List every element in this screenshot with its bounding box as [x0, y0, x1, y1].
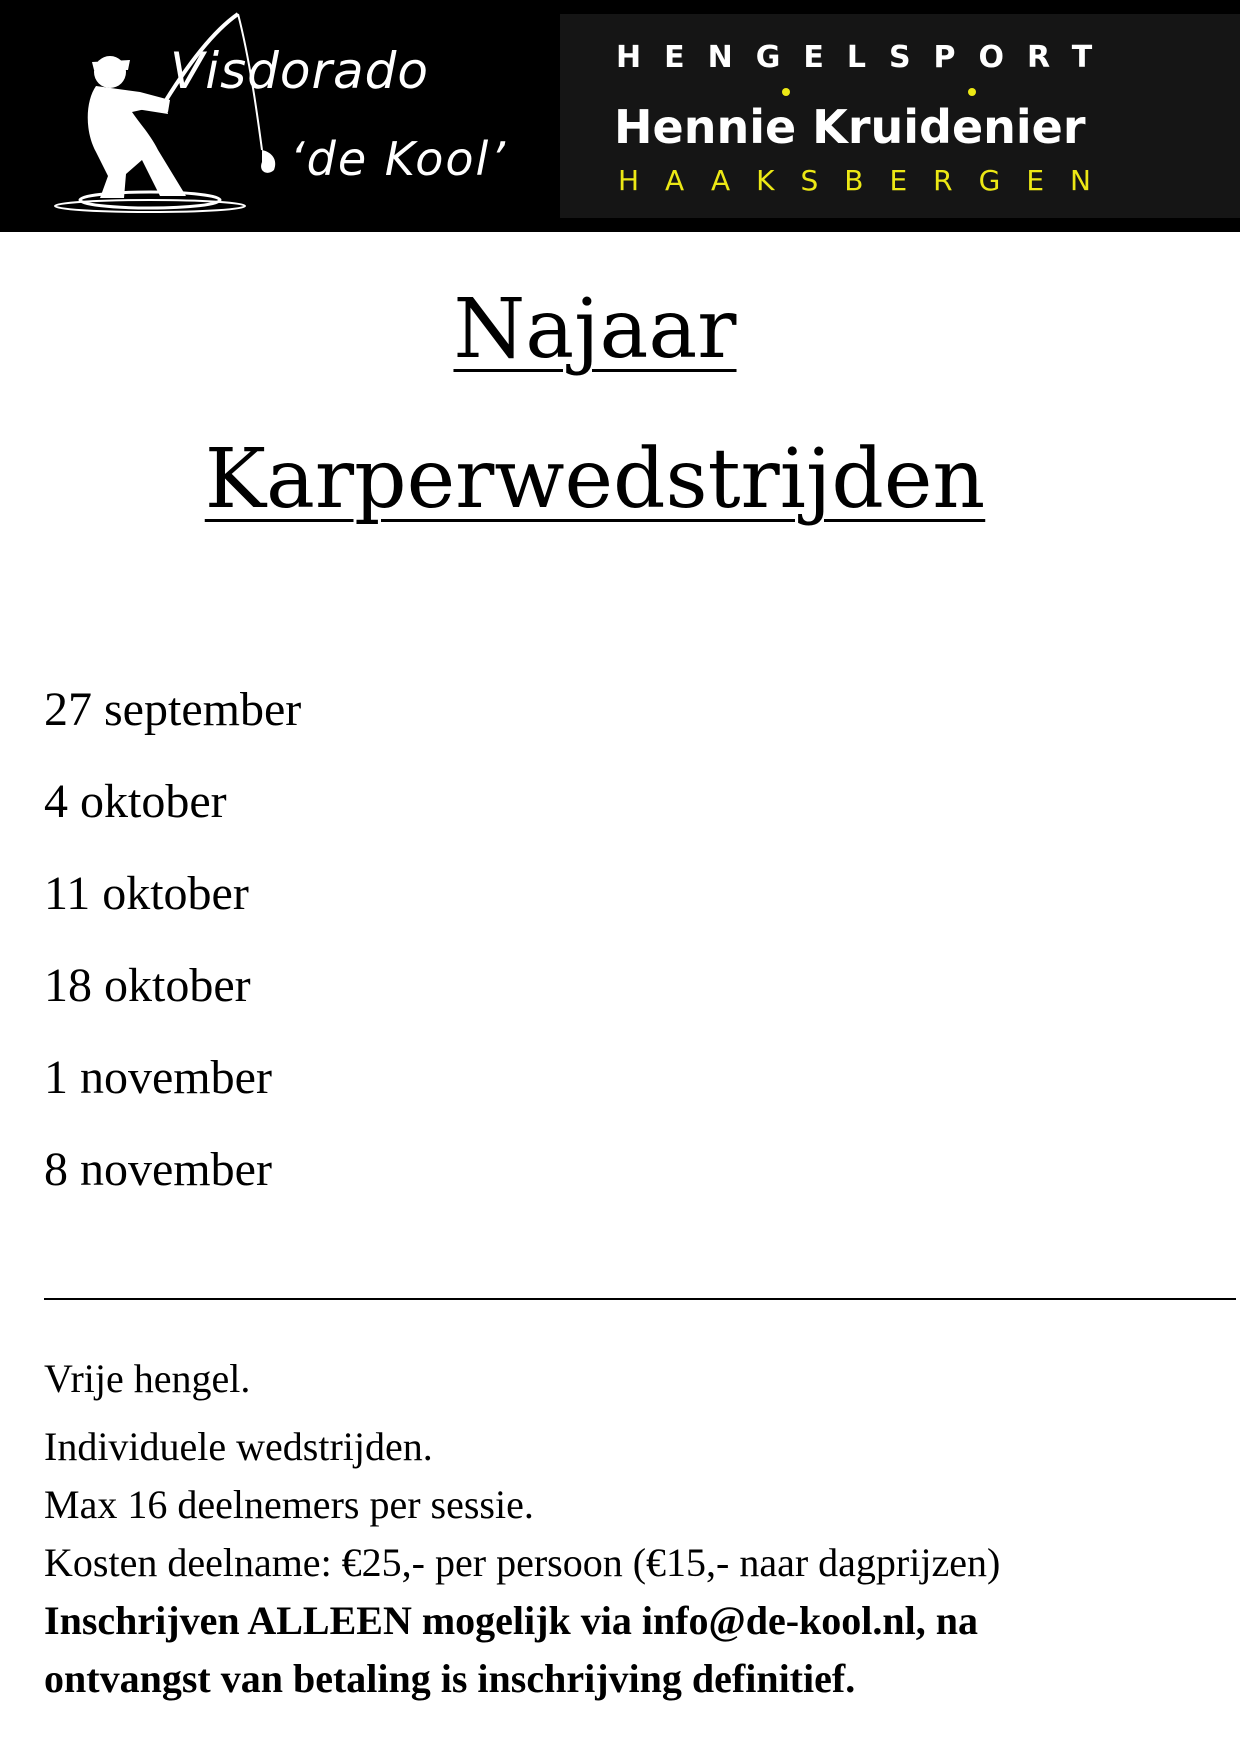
info-individual: Individuele wedstrijden. — [44, 1424, 433, 1469]
date-item: 1 november — [44, 1051, 272, 1104]
hengelsport-label: HENGELSPORT — [616, 40, 1116, 75]
shop-location: HAAKSBERGEN — [618, 164, 1117, 197]
date-item: 18 oktober — [44, 959, 251, 1012]
info-block — [44, 1350, 1236, 1708]
page-title-line-1: Najaar — [453, 282, 737, 377]
page-title-line-2: Karperwedstrijden — [204, 432, 986, 527]
info-registration: Inschrijven ALLEEN mogelijk via info@de-kool.nl, na — [44, 1598, 979, 1643]
angler-silhouette-icon — [0, 0, 560, 232]
date-item: 8 november — [44, 1143, 272, 1196]
match-dates-list — [44, 680, 301, 1232]
visdorado-logo-banner — [0, 0, 560, 232]
info-costs: Kosten deelname: €25,- per persoon (€15,- naar dagprijzen) — [44, 1540, 1001, 1585]
logo-subtitle: ‘de Kool’ — [290, 132, 507, 186]
date-item: 4 oktober — [44, 775, 227, 828]
shop-name: Hennie Kruidenier — [614, 100, 1086, 154]
hengelsport-logo-banner — [560, 0, 1240, 232]
info-rod-rule: Vrije hengel. — [44, 1356, 251, 1401]
divider-line — [44, 1298, 1236, 1300]
date-item: 11 oktober — [44, 867, 249, 920]
logo-title: Visdorado — [170, 42, 429, 100]
info-payment: ontvangst van betaling is inschrijving definitief. — [44, 1656, 856, 1701]
info-max-participants: Max 16 deelnemers per sessie. — [44, 1482, 534, 1527]
date-item: 27 september — [44, 683, 302, 736]
hengelsport-logo-panel — [560, 14, 1240, 218]
